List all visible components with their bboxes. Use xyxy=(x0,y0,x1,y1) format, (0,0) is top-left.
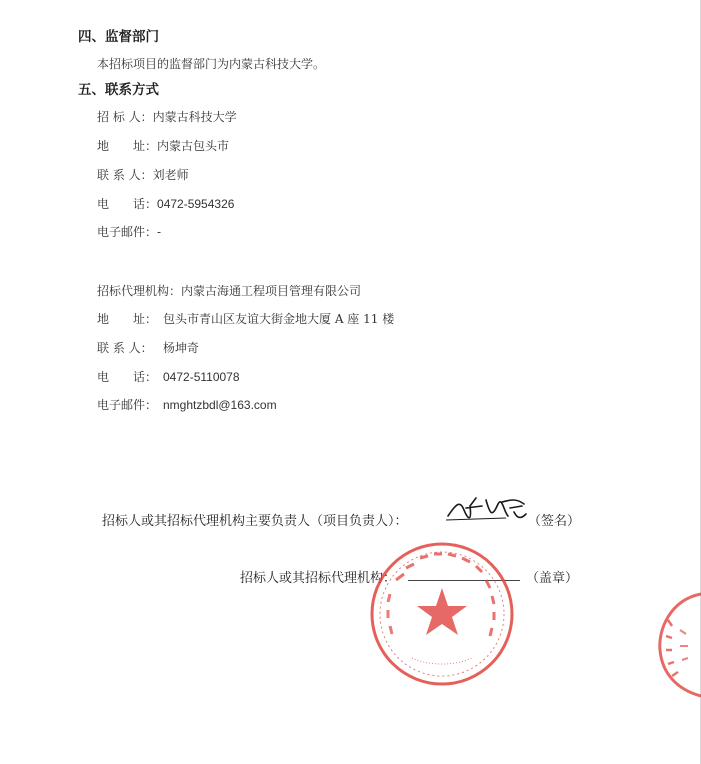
tenderer-email: - xyxy=(157,225,162,239)
agency-name-label: 招标代理机构： xyxy=(97,284,182,298)
agency-phone-label: 电 话： xyxy=(97,370,158,384)
tenderer-name: 内蒙古科技大学 xyxy=(152,110,237,124)
principal-label: 招标人或其招标代理机构主要负责人（项目负责人）： xyxy=(102,514,408,529)
tenderer-email-row xyxy=(97,223,161,240)
tenderer-contact-label: 联 系 人： xyxy=(97,168,153,182)
seal-label: 招标人或其招标代理机构： xyxy=(240,571,397,586)
tenderer-email-label: 电子邮件： xyxy=(97,225,158,239)
tenderer-address: 内蒙古包头市 xyxy=(157,139,230,153)
tenderer-phone-label: 电 话： xyxy=(97,197,158,211)
tenderer-phone-row xyxy=(97,195,234,212)
official-seal-stamp xyxy=(368,540,516,688)
section4-body: 本招标项目的监督部门为内蒙古科技大学。 xyxy=(97,57,326,71)
agency-address: 包头市青山区友谊大街金地大厦 A 座 11 楼 xyxy=(163,312,395,326)
partial-edge-stamp xyxy=(650,590,701,700)
tenderer-contact: 刘老师 xyxy=(152,168,189,182)
section4-heading: 四、监督部门 xyxy=(78,29,159,45)
tenderer-address-row xyxy=(97,137,229,154)
agency-email: nmghtzbdl@163.com xyxy=(163,398,277,412)
agency-phone-row xyxy=(97,368,240,385)
seal-note: （盖章） xyxy=(526,571,579,586)
agency-address-label: 地 址： xyxy=(97,312,158,326)
sign-note: （签名） xyxy=(528,514,581,529)
agency-email-row xyxy=(97,396,277,413)
agency-contact-label: 联 系 人： xyxy=(97,341,153,355)
tenderer-name-row xyxy=(97,108,237,125)
agency-address-row xyxy=(97,310,394,327)
agency-phone: 0472-5110078 xyxy=(163,370,240,384)
tenderer-address-label: 地 址： xyxy=(97,139,158,153)
tenderer-contact-row xyxy=(97,166,189,183)
tenderer-name-label: 招 标 人： xyxy=(97,110,153,124)
agency-name-row xyxy=(97,282,361,299)
agency-contact: 杨坤奇 xyxy=(163,341,200,355)
tenderer-phone: 0472-5954326 xyxy=(157,197,235,211)
section5-heading: 五、联系方式 xyxy=(78,82,159,98)
agency-contact-row xyxy=(97,339,199,356)
handwritten-signature xyxy=(446,494,528,524)
agency-name: 内蒙古海通工程项目管理有限公司 xyxy=(181,284,362,298)
principal-signature-row xyxy=(102,510,408,529)
agency-email-label: 电子邮件： xyxy=(97,398,158,412)
